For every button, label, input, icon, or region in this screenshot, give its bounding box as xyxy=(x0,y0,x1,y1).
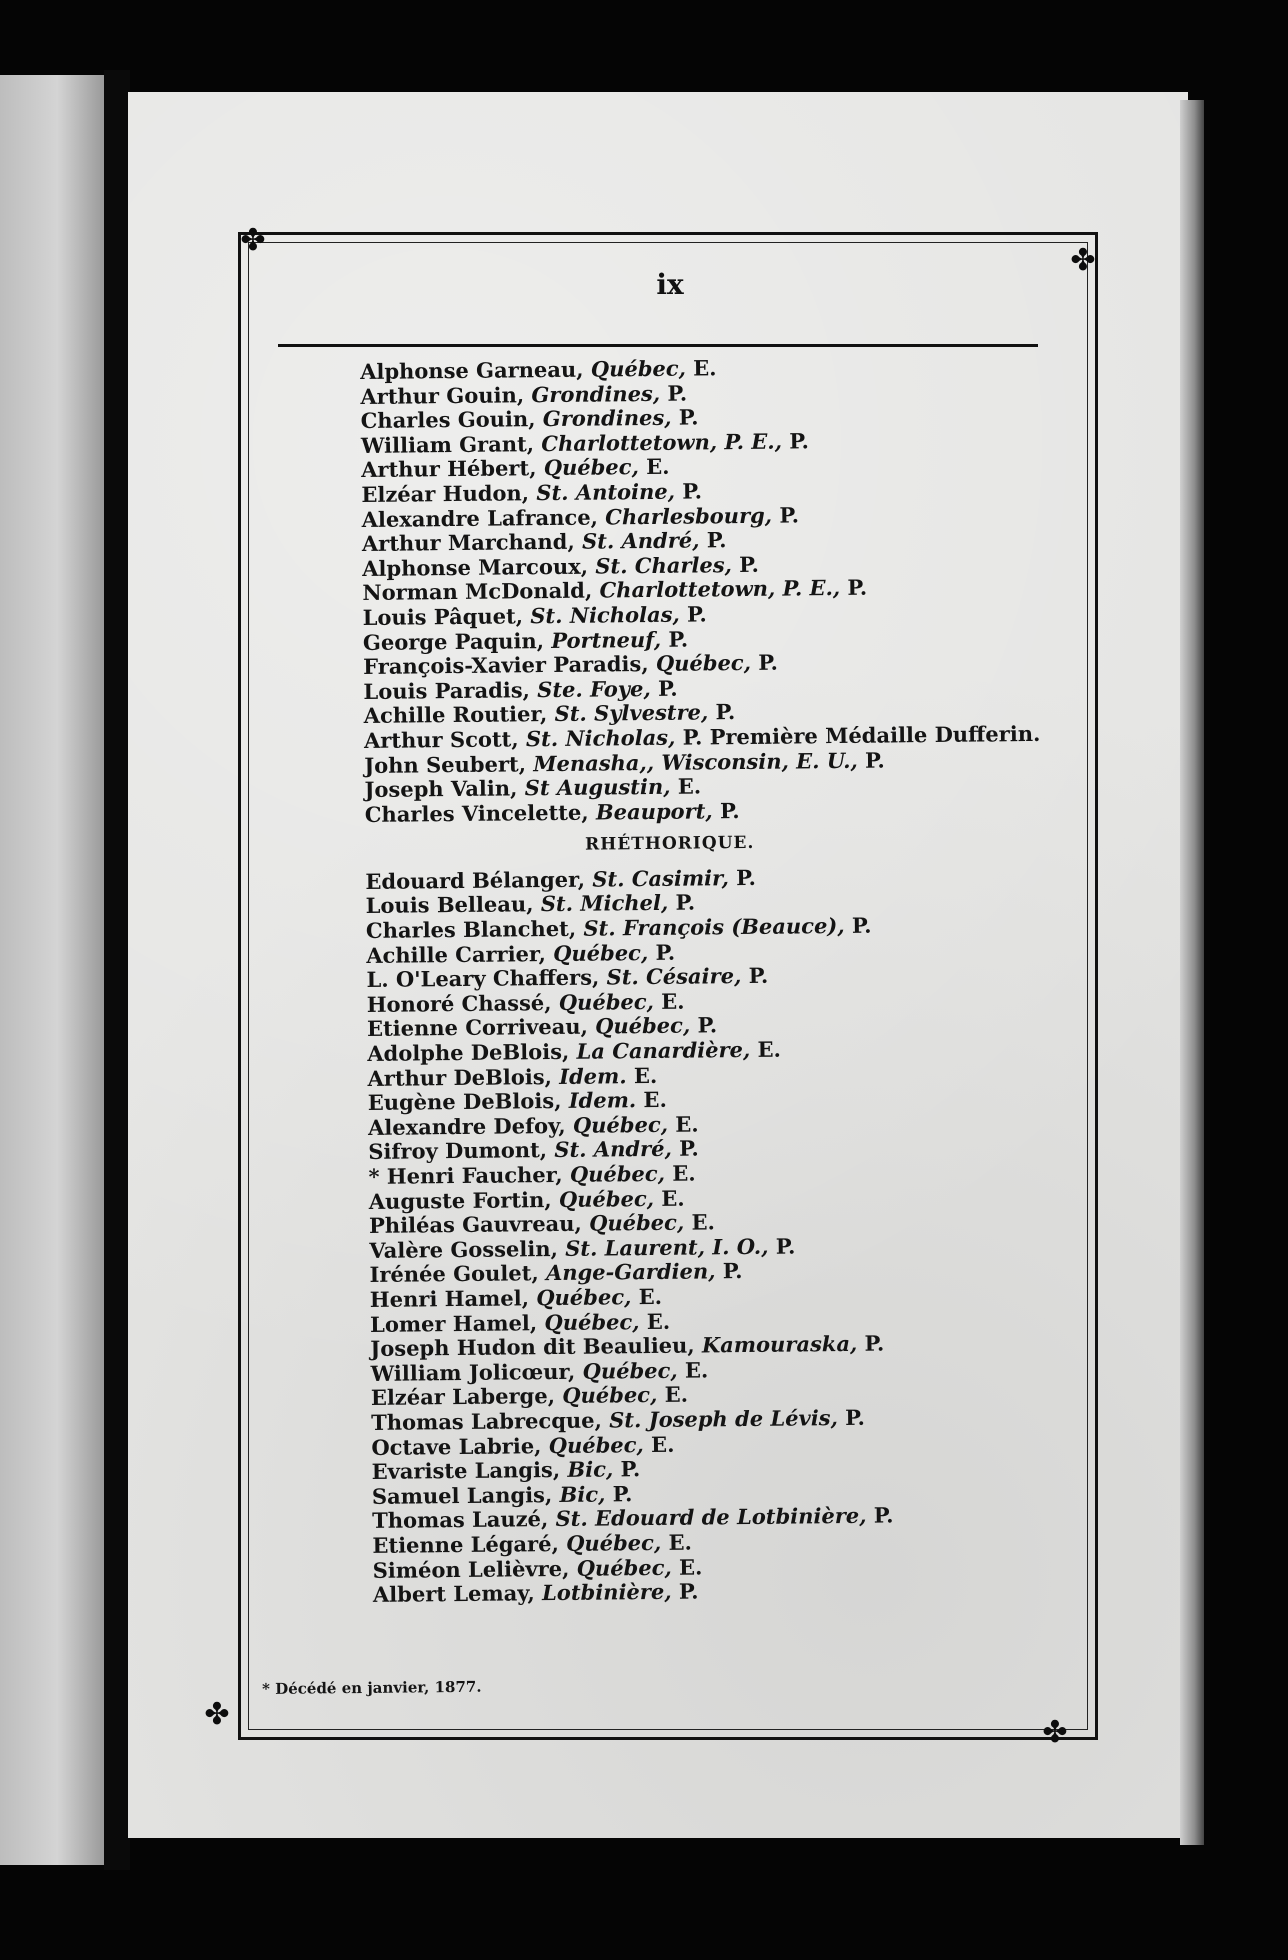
student-status: P. xyxy=(678,1135,699,1162)
student-hometown: St. Charles, xyxy=(595,551,733,579)
student-hometown: St. André, xyxy=(581,527,700,554)
student-hometown: St. Joseph de Lévis, xyxy=(609,1404,838,1433)
student-name: Siméon Lelièvre, xyxy=(372,1555,570,1583)
student-hometown: St. Michel, xyxy=(540,890,669,917)
student-status: P. xyxy=(678,1578,699,1604)
student-hometown: Portneuf, xyxy=(551,626,662,653)
student-hometown: Grondines, xyxy=(531,380,661,407)
student-status: E. xyxy=(664,1381,689,1408)
student-status: P. xyxy=(706,527,727,553)
student-status: P. xyxy=(682,478,703,504)
student-status: P. xyxy=(675,889,696,916)
student-hometown: Québec, xyxy=(558,988,655,1015)
student-name: Alexandre Lafrance, xyxy=(361,504,599,532)
student-name: Thomas Labrecque, xyxy=(370,1407,603,1435)
student-status: E. xyxy=(668,1529,692,1555)
student-hometown: Québec, xyxy=(544,1308,640,1335)
student-hometown: Lotbinière, xyxy=(541,1578,672,1606)
student-hometown: St Augustin, xyxy=(524,773,671,801)
student-name: Thomas Lauzé, xyxy=(372,1506,549,1534)
student-name: Charles Gouin, xyxy=(360,406,536,434)
student-hometown: St. Casimir, xyxy=(592,865,730,892)
student-name: George Paquin, xyxy=(362,627,545,655)
student-hometown: Charlesbourg, xyxy=(605,502,773,530)
student-list-section-1 xyxy=(360,353,1065,828)
student-name: Evariste Langis, xyxy=(371,1457,561,1485)
corner-ornament-bottom-right: ✤ xyxy=(1042,1715,1068,1750)
student-status: P. xyxy=(873,1502,894,1528)
student-hometown: Idem. xyxy=(568,1087,637,1114)
student-status: P. xyxy=(722,1258,743,1284)
student-hometown: Québec, xyxy=(588,1209,685,1236)
student-hometown: Charlottetown, P. E., xyxy=(599,575,841,603)
student-hometown: St. Nicholas, xyxy=(530,601,680,629)
student-name: Arthur Gouin, xyxy=(360,381,525,409)
student-hometown: Québec, xyxy=(562,1382,658,1409)
student-status: E. xyxy=(650,1431,675,1457)
student-name: Louis Paradis, xyxy=(363,676,531,704)
student-hometown: Menasha,, Wisconsin, E. U., xyxy=(533,747,858,776)
gutter-shadow xyxy=(104,70,130,1870)
student-hometown: Québec, xyxy=(582,1357,678,1384)
student-name: Alphonse Garneau, xyxy=(359,356,584,384)
student-hometown: St. Nicholas, xyxy=(525,724,676,752)
student-status: P. xyxy=(612,1480,633,1507)
student-name: Louis Pâquet, xyxy=(362,603,524,630)
student-status: P. xyxy=(719,797,740,823)
student-status: E. xyxy=(633,1062,658,1088)
student-status: P. xyxy=(678,404,699,430)
corner-ornament-top-left: ✤ xyxy=(240,223,266,258)
student-status: P. xyxy=(864,747,885,773)
student-name: Louis Belleau, xyxy=(365,891,534,919)
student-name: * Henri Faucher, xyxy=(368,1161,563,1189)
student-hometown: Charlottetown, P. E., xyxy=(541,428,783,456)
student-name: Charles Blanchet, xyxy=(365,915,577,944)
student-status: E. xyxy=(678,1553,703,1580)
student-list xyxy=(360,353,1073,1608)
student-name: Arthur Hébert, xyxy=(361,455,537,483)
student-status: P. xyxy=(864,1330,885,1356)
student-status: P. Première Médaille Dufferin. xyxy=(682,720,1041,750)
student-hometown: Québec, xyxy=(558,1185,655,1212)
student-status: P. xyxy=(845,1404,865,1430)
student-hometown: Bic, xyxy=(559,1481,606,1507)
student-name: Valère Gosselin, xyxy=(369,1235,558,1263)
facing-page-edge xyxy=(0,75,104,1865)
student-name: Octave Labrie, xyxy=(371,1432,542,1460)
student-name: Sifroy Dumont, xyxy=(368,1137,548,1165)
student-name: Edouard Bélanger, xyxy=(365,866,586,894)
student-name: Arthur DeBlois, xyxy=(367,1063,553,1091)
student-status: P. xyxy=(779,501,800,528)
student-name: Auguste Fortin, xyxy=(368,1186,552,1214)
student-status: E. xyxy=(661,1185,685,1211)
student-name: Etienne Corriveau, xyxy=(366,1014,588,1042)
student-hometown: Ange-Gardien, xyxy=(545,1258,716,1286)
student-status: E. xyxy=(646,1308,671,1334)
student-name: Honoré Chassé, xyxy=(366,989,552,1017)
student-status: P. xyxy=(758,649,779,675)
student-status: E. xyxy=(646,454,670,480)
student-status: P. xyxy=(715,699,736,725)
student-hometown: Québec, xyxy=(569,1160,666,1187)
student-name: Achille Carrier, xyxy=(366,940,546,968)
student-status: E. xyxy=(675,1111,699,1137)
student-list-section-2 xyxy=(365,863,1073,1608)
corner-ornament-top-right: ✤ xyxy=(1070,243,1096,278)
student-name: Elzéar Hudon, xyxy=(361,480,530,507)
student-status: P. xyxy=(620,1456,641,1482)
student-name: Norman McDonald, xyxy=(362,577,593,606)
student-hometown: Québec, xyxy=(655,650,752,677)
student-status: P. xyxy=(657,675,678,701)
student-hometown: St. Césaire, xyxy=(606,963,742,990)
student-hometown: Beauport, xyxy=(595,798,713,825)
corner-ornament-bottom-left: ✤ xyxy=(204,1697,230,1732)
student-name: Alphonse Marcoux, xyxy=(362,553,589,581)
student-status: E. xyxy=(638,1283,663,1310)
student-hometown: St. François (Beauce), xyxy=(583,913,845,941)
student-name: Charles Vincelette, xyxy=(364,799,589,827)
student-hometown: Québec, xyxy=(548,1431,644,1458)
student-status: P. xyxy=(775,1233,796,1259)
student-status: E. xyxy=(661,988,685,1014)
student-status: P. xyxy=(697,1012,718,1038)
student-name: John Seubert, xyxy=(364,750,527,778)
student-status: E. xyxy=(643,1087,667,1113)
student-name: Etienne Légaré, xyxy=(372,1530,559,1558)
student-name: Philéas Gauvreau, xyxy=(368,1210,582,1239)
student-status: P. xyxy=(667,380,688,406)
student-name: Elzéar Laberge, xyxy=(370,1383,556,1411)
student-hometown: Grondines, xyxy=(542,404,672,432)
student-status: E. xyxy=(672,1160,696,1186)
student-status: P. xyxy=(686,601,707,627)
student-hometown: Ste. Foye, xyxy=(537,675,651,702)
student-status: P. xyxy=(655,939,676,965)
student-name: Adolphe DeBlois, xyxy=(367,1038,570,1066)
section-heading-rhetorique: RHÉTHORIQUE. xyxy=(584,833,755,855)
student-hometown: St. Edouard de Lotbinière, xyxy=(555,1503,867,1532)
student-name: Arthur Scott, xyxy=(363,726,519,753)
student-name: William Jolicœur, xyxy=(370,1358,576,1386)
student-hometown: St. Sylvestre, xyxy=(554,699,709,727)
student-name: L. O'Leary Chaffers, xyxy=(366,964,600,993)
student-status: P. xyxy=(748,963,769,989)
student-status: P. xyxy=(739,551,759,577)
student-status: P. xyxy=(789,428,810,454)
header-rule xyxy=(278,344,1038,347)
student-name: François-Xavier Paradis, xyxy=(363,651,649,680)
student-hometown: Québec, xyxy=(590,355,687,382)
student-hometown: St. André, xyxy=(554,1136,672,1163)
student-name: Lomer Hamel, xyxy=(369,1309,538,1337)
student-status: P. xyxy=(736,864,756,890)
student-name: Samuel Langis, xyxy=(371,1481,553,1509)
list-item xyxy=(365,795,1065,827)
student-hometown: Québec, xyxy=(572,1111,669,1138)
student-status: P. xyxy=(847,575,868,601)
student-hometown: Québec, xyxy=(543,454,639,481)
student-hometown: La Canardière, xyxy=(576,1036,751,1064)
student-name: Achille Routier, xyxy=(363,701,548,729)
student-status: E. xyxy=(691,1209,715,1235)
student-name: Eugène DeBlois, xyxy=(367,1088,562,1116)
student-hometown: Kamouraska, xyxy=(701,1331,858,1358)
student-hometown: Québec, xyxy=(565,1529,662,1556)
student-name: Arthur Marchand, xyxy=(361,528,575,557)
student-name: Albert Lemay, xyxy=(372,1580,535,1608)
student-hometown: Bic, xyxy=(567,1456,614,1483)
student-hometown: Idem. xyxy=(559,1062,627,1089)
student-hometown: Québec, xyxy=(536,1284,632,1311)
student-name: Henri Hamel, xyxy=(369,1285,530,1312)
student-hometown: Québec, xyxy=(576,1554,672,1581)
footnote: * Décédé en janvier, 1877. xyxy=(262,1677,482,1698)
student-status: P. xyxy=(668,626,689,652)
student-name: William Grant, xyxy=(360,430,535,458)
student-name: Alexandre Defoy, xyxy=(367,1112,566,1140)
page-number: ix xyxy=(656,268,684,301)
student-name: Irénée Goulet, xyxy=(369,1260,539,1288)
student-status: E. xyxy=(693,355,717,381)
student-hometown: Québec, xyxy=(595,1013,691,1040)
student-status: E. xyxy=(677,773,702,799)
student-status: E. xyxy=(684,1357,709,1383)
student-name: Joseph Hudon dit Beaulieu, xyxy=(370,1332,695,1362)
student-hometown: St. Laurent, I. O., xyxy=(565,1233,769,1261)
student-name: Joseph Valin, xyxy=(364,775,518,803)
student-status: E. xyxy=(757,1036,782,1062)
student-hometown: Québec, xyxy=(552,939,649,966)
page-stack-edge xyxy=(1180,100,1204,1845)
student-hometown: St. Antoine, xyxy=(536,478,676,506)
student-status: P. xyxy=(851,912,872,938)
